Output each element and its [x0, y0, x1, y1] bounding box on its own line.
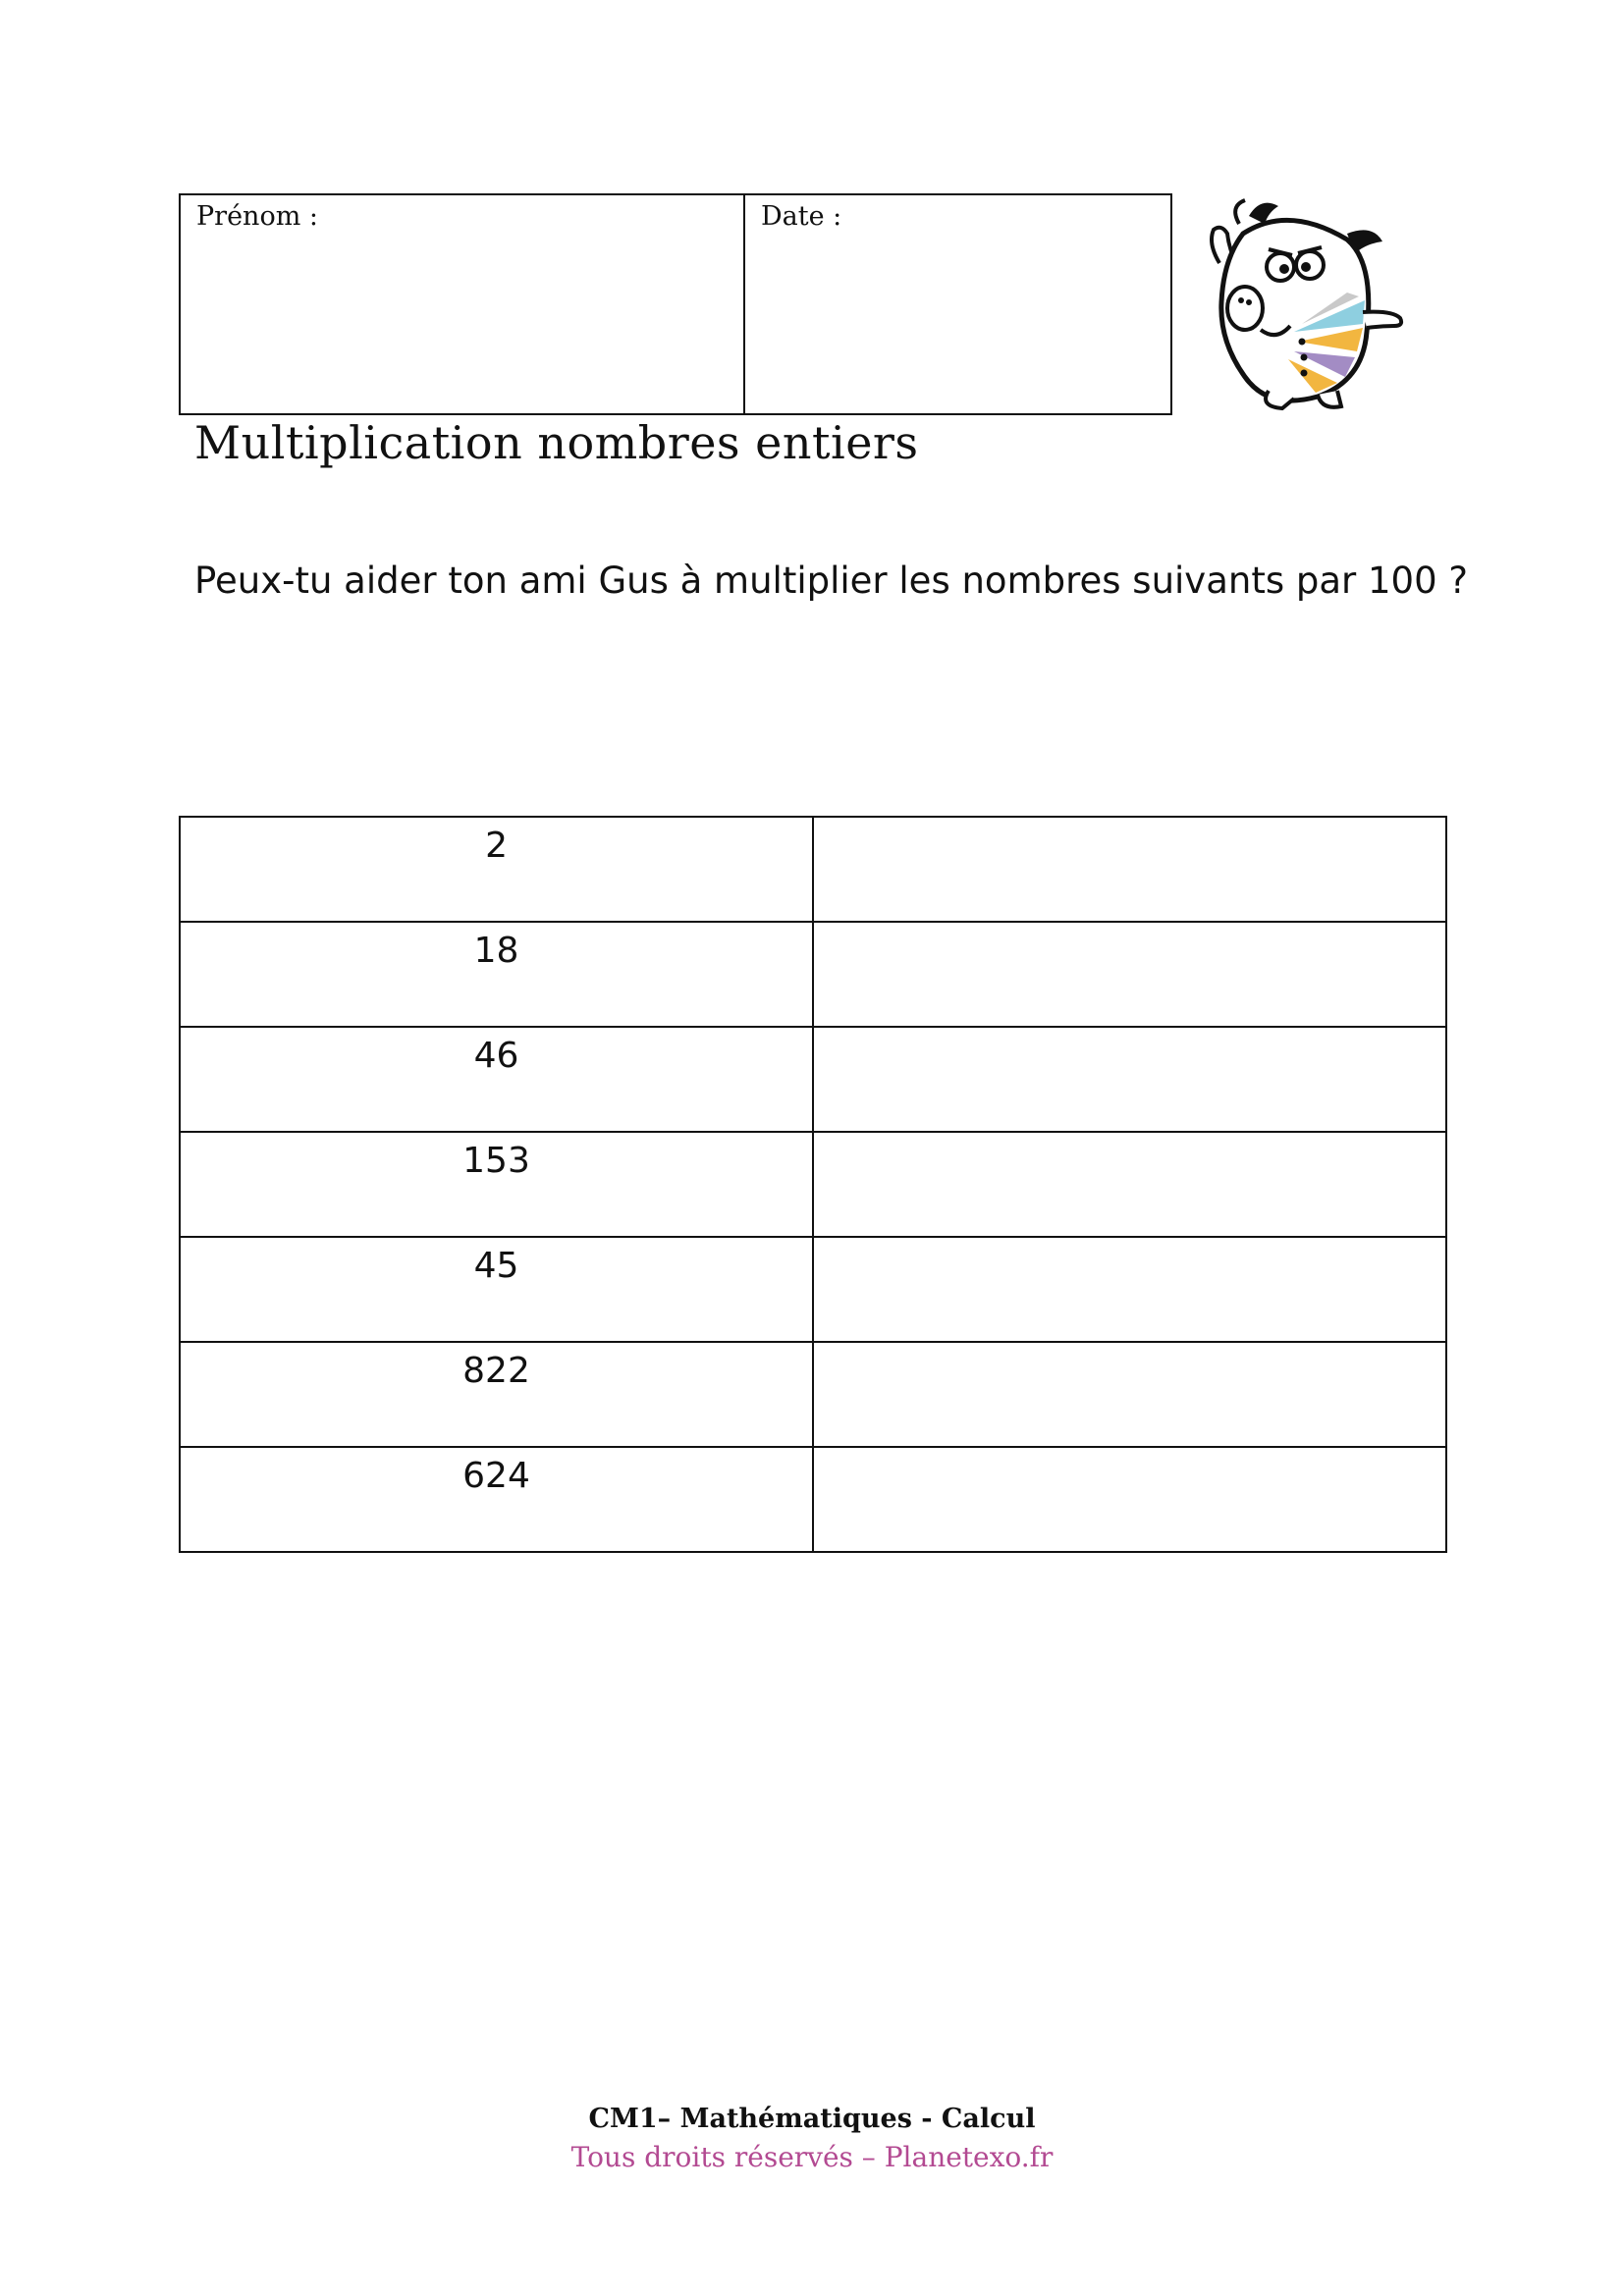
answer-cell[interactable]: [813, 1027, 1446, 1132]
number-cell: 46: [180, 1027, 813, 1132]
answer-cell[interactable]: [813, 922, 1446, 1027]
date-field[interactable]: [745, 195, 1170, 413]
table-row: [180, 1132, 1446, 1237]
answer-cell[interactable]: [813, 1342, 1446, 1447]
student-info-box: [179, 193, 1172, 415]
footer-subject: CM1– Mathématiques - Calcul: [588, 2104, 1036, 2134]
multiplication-table: [179, 816, 1447, 1553]
date-label: Date :: [761, 201, 842, 232]
table-row: [180, 922, 1446, 1027]
number-cell: 822: [180, 1342, 813, 1447]
answer-cell[interactable]: [813, 1447, 1446, 1552]
table-row: [180, 1027, 1446, 1132]
number-cell: 2: [180, 817, 813, 922]
answer-cell[interactable]: [813, 1132, 1446, 1237]
footer-copyright: Tous droits réservés – Planetexo.fr: [570, 2141, 1054, 2173]
table-row: [180, 1237, 1446, 1342]
answer-cell[interactable]: [813, 1237, 1446, 1342]
number-cell: 624: [180, 1447, 813, 1552]
table-row: [180, 1447, 1446, 1552]
name-label: Prénom :: [196, 201, 318, 232]
exercise-instruction: Peux-tu aider ton ami Gus à multiplier les nombres suivants par 100 ?: [194, 560, 1469, 602]
table-row: [180, 817, 1446, 922]
number-cell: 45: [180, 1237, 813, 1342]
name-field[interactable]: [181, 195, 745, 413]
number-cell: 18: [180, 922, 813, 1027]
table-row: [180, 1342, 1446, 1447]
page-title: Multiplication nombres entiers: [194, 416, 919, 469]
sheep-mascot-icon: [1200, 194, 1416, 418]
answer-cell[interactable]: [813, 817, 1446, 922]
number-cell: 153: [180, 1132, 813, 1237]
